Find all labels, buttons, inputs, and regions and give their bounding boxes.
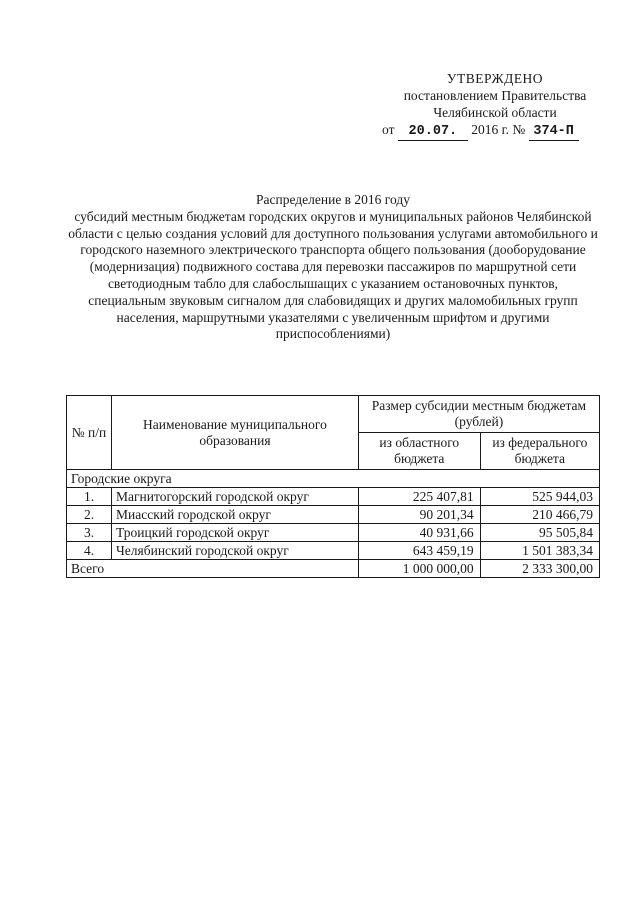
row-federal: 95 505,84 (480, 524, 599, 542)
header-regional: из областного бюджета (358, 433, 480, 470)
row-name: Магнитогорский городской округ (112, 488, 359, 506)
row-federal: 525 944,03 (480, 488, 599, 506)
total-regional: 1 000 000,00 (358, 560, 480, 578)
row-num: 2. (67, 506, 112, 524)
document-title (68, 192, 598, 343)
row-regional: 40 931,66 (358, 524, 480, 542)
approval-date: 20.07. (398, 123, 468, 141)
table-row (67, 524, 600, 542)
row-regional: 90 201,34 (358, 506, 480, 524)
total-row (67, 560, 600, 578)
approved-line-1: постановлением Правительства (403, 88, 587, 103)
row-name: Челябинский городской округ (112, 542, 359, 560)
header-name: Наименование муниципального образования (112, 396, 359, 470)
approved-line-2: Челябинской области (433, 105, 557, 120)
from-label: от (382, 122, 395, 137)
row-name: Миасский городской округ (112, 506, 359, 524)
table-row (67, 506, 600, 524)
total-federal: 2 333 300,00 (480, 560, 599, 578)
row-num: 1. (67, 488, 112, 506)
row-regional: 225 407,81 (358, 488, 480, 506)
row-federal: 210 466,79 (480, 506, 599, 524)
row-name: Троицкий городской округ (112, 524, 359, 542)
title-line-1: Распределение в 2016 году (256, 192, 410, 207)
table-row (67, 542, 600, 560)
subsidy-table (66, 395, 600, 578)
group-row (67, 470, 600, 488)
table-row (67, 488, 600, 506)
header-row-1 (67, 396, 600, 433)
header-num: № п/п (67, 396, 112, 470)
group-label: Городские округа (67, 470, 600, 488)
approval-block (380, 70, 610, 141)
row-num: 3. (67, 524, 112, 542)
year-label: 2016 г. № (471, 122, 526, 137)
title-body: субсидий местным бюджетам городских округов и муниципальных районов Челябинской области с целью создания условий для доступного пользования услугами автомобильного и городского наземного электрического транспорта общего пользования (дооборудование (модернизация) подвижного состава для перевозки пассажиров по маршрутной сети светодиодным табло для слабослышащих с указанием остановочных пунктов, специальным звуковым сигналом для слабовидящих и других маломобильных групп населения, маршрутными указателями с увеличенным шрифтом и другими приспособлениями) (68, 208, 598, 342)
header-subsidy: Размер субсидии местным бюджетам (рублей) (358, 396, 599, 433)
total-label: Всего (67, 560, 359, 578)
approval-number: 374-П (529, 123, 579, 141)
row-num: 4. (67, 542, 112, 560)
approval-date-line (382, 121, 610, 141)
header-federal: из федерального бюджета (480, 433, 599, 470)
approved-word: УТВЕРЖДЕНО (446, 71, 544, 86)
row-regional: 643 459,19 (358, 542, 480, 560)
row-federal: 1 501 383,34 (480, 542, 599, 560)
